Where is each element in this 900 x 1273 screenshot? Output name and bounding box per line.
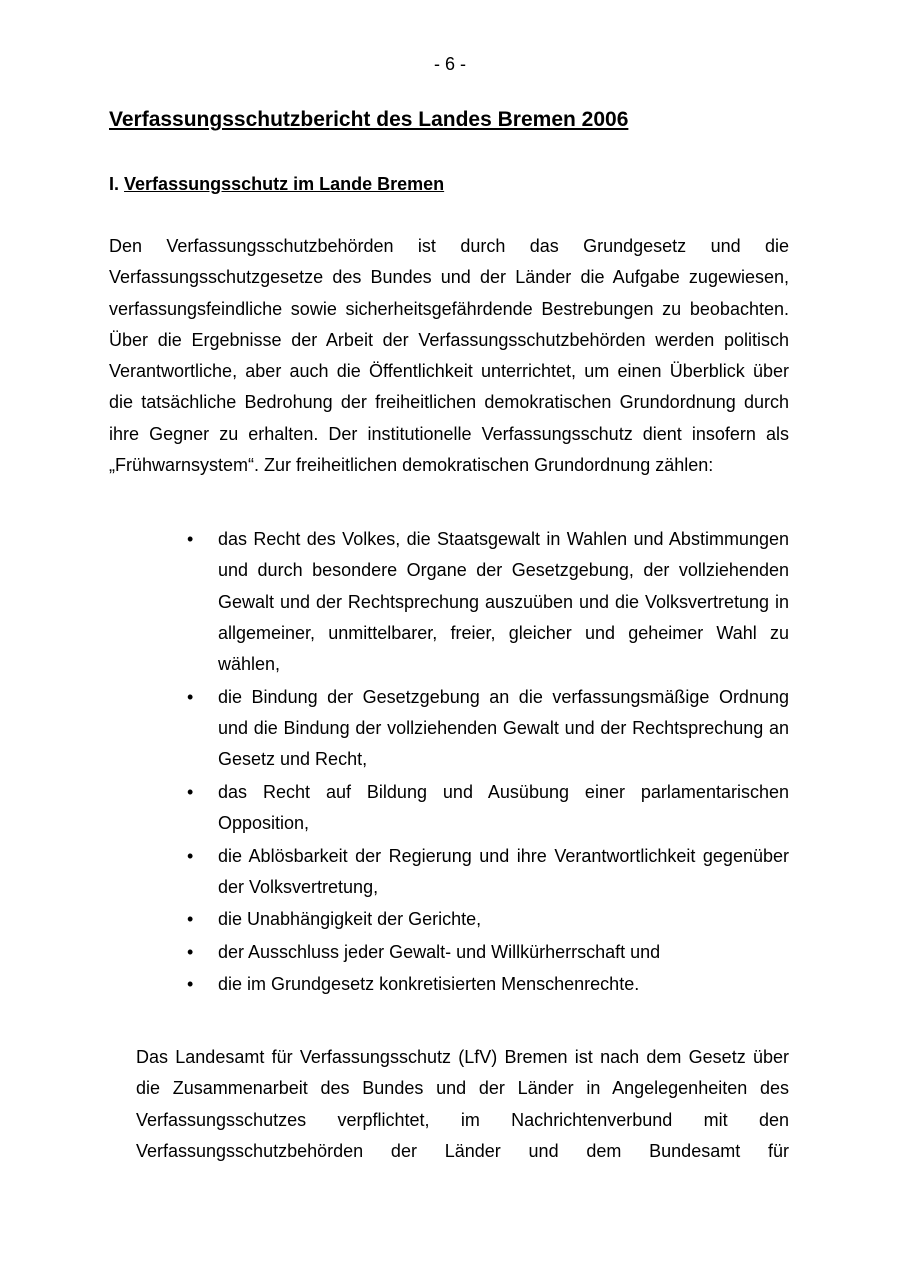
list-item: [0, 524, 900, 680]
text-line: Verfassungsschutzbehörden der Länder und dem Bundesamt für: [136, 1140, 789, 1161]
text-line: die Zusammenarbeit des Bundes und der Länder in Angelegenheiten des: [136, 1078, 789, 1099]
text-line: verfassungsfeindliche sowie sicherheitsgefährdende Bestrebungen zu beobachten.: [109, 298, 789, 319]
text-line: allgemeiner, unmittelbarer, freier, gleicher und geheimer Wahl zu: [218, 622, 789, 643]
document-title: Verfassungsschutzbericht des Landes Bremen 2006: [109, 108, 629, 131]
text-line: der Volksvertretung,: [218, 876, 379, 897]
bullet-icon: •: [187, 941, 194, 962]
text-line: Verfassungsschutzes verpflichtet, im Nachrichtenverbund mit den: [136, 1109, 789, 1130]
text-line: Gesetz und Recht,: [218, 749, 368, 770]
list-item-text: [218, 524, 789, 680]
bullet-icon: •: [187, 686, 194, 707]
text-line: der Ausschluss jeder Gewalt- und Willkürherrschaft und: [218, 941, 661, 962]
list-item: [0, 841, 900, 904]
text-line: Verantwortliche, aber auch die Öffentlichkeit unterrichtet, um einen Überblick über: [109, 361, 789, 382]
list-item: [0, 937, 900, 968]
text-line: die Unabhängigkeit der Gerichte,: [218, 909, 482, 930]
bullet-icon: •: [187, 529, 194, 549]
intro-paragraph: [109, 231, 789, 481]
bullet-icon: •: [187, 909, 194, 930]
list-item: [0, 777, 900, 840]
bullet-icon: •: [187, 781, 194, 802]
text-line: das Recht auf Bildung und Ausübung einer parlamentarischen: [218, 781, 789, 802]
list-item-text: [218, 904, 789, 935]
text-line: Gewalt und der Rechtsprechung auszuüben und die Volksvertretung in: [218, 591, 789, 612]
bullet-icon: •: [187, 845, 194, 866]
text-line: das Recht des Volkes, die Staatsgewalt in Wahlen und Abstimmungen: [218, 529, 789, 549]
text-line: „Frühwarnsystem“. Zur freiheitlichen demokratischen Grundordnung zählen:: [109, 455, 714, 476]
section-heading: [109, 172, 444, 196]
principles-list: [0, 524, 900, 1002]
bullet-icon: •: [187, 974, 194, 995]
text-line: die Ablösbarkeit der Regierung und ihre Verantwortlichkeit gegenüber: [218, 845, 789, 866]
text-line: ihre Gegner zu erhalten. Der institutionelle Verfassungsschutz dient insofern als: [109, 423, 789, 444]
text-line: die im Grundgesetz konkretisierten Menschenrechte.: [218, 974, 640, 995]
text-line: die Bindung der Gesetzgebung an die verfassungsmäßige Ordnung: [218, 686, 789, 707]
text-line: die tatsächliche Bedrohung der freiheitlichen demokratischen Grundordnung durch: [109, 392, 789, 413]
list-item: [0, 682, 900, 776]
text-line: Den Verfassungsschutzbehörden ist durch das Grundgesetz und die: [109, 236, 789, 256]
list-item-text: [218, 682, 789, 776]
list-item-text: [218, 969, 789, 1000]
text-line: Verfassungsschutzgesetze des Bundes und der Länder die Aufgabe zugewiesen,: [109, 267, 789, 288]
page-number: - 6 -: [433, 54, 466, 74]
list-item-text: [218, 777, 789, 840]
section-number: I.: [109, 174, 120, 194]
text-line: Über die Ergebnisse der Arbeit der Verfassungsschutzbehörden werden politisch: [109, 329, 789, 350]
list-item-text: [218, 841, 789, 904]
text-line: und durch besondere Organe der Gesetzgebung, der vollziehenden: [218, 560, 789, 581]
text-line: Opposition,: [218, 813, 310, 834]
list-item: [0, 969, 900, 1000]
text-line: Das Landesamt für Verfassungsschutz (LfV) Bremen ist nach dem Gesetz über: [136, 1047, 789, 1067]
text-line: wählen,: [218, 654, 281, 675]
text-line: und die Bindung der vollziehenden Gewalt und der Rechtsprechung an: [218, 717, 789, 738]
list-item: [0, 904, 900, 935]
list-item-text: [218, 937, 789, 968]
section-title: Verfassungsschutz im Lande Bremen: [124, 174, 445, 194]
closing-paragraph: [136, 1042, 789, 1167]
